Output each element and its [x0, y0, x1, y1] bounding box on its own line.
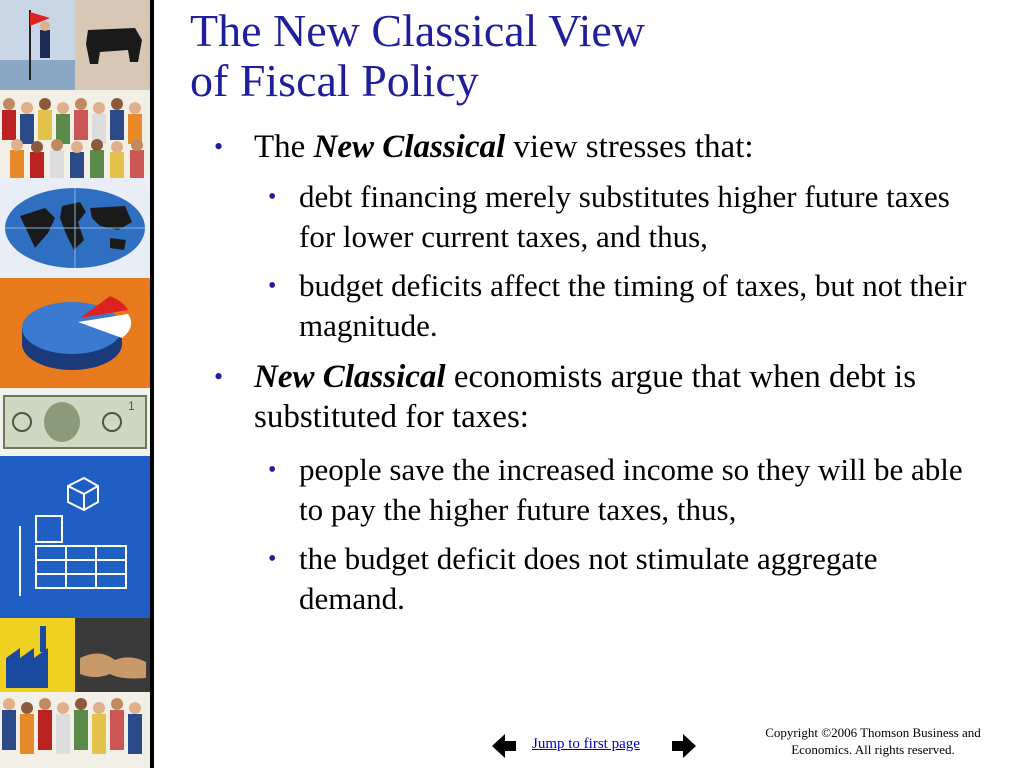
building-blocks-illustration: [0, 456, 150, 618]
bullet-dot-icon: •: [214, 362, 224, 391]
sub-bullet-text: budget deficits affect the timing of taxes, but not their magnitude.: [299, 268, 967, 343]
factory-handshake-icon: [0, 618, 150, 692]
dollar-bill-icon: [0, 388, 150, 456]
bullet-prefix: The: [254, 129, 314, 165]
crowd-illustration: [0, 90, 150, 178]
slide-title: [190, 6, 645, 106]
bullet-emphasis: New Classical: [313, 129, 506, 165]
crowd-icon: [0, 692, 150, 768]
pie-chart-icon: [0, 278, 150, 388]
copyright-line-1: Copyright ©2006 Thomson Business and: [765, 725, 981, 740]
decorative-side-strip: [0, 0, 150, 768]
title-line-1: The New Classical View: [190, 5, 645, 56]
sub-bullet-dot-icon: •: [268, 546, 277, 572]
crowd-illustration-bottom: [0, 692, 150, 768]
pie-chart-illustration: [0, 278, 150, 388]
bullet-suffix: view stresses that:: [505, 129, 754, 165]
divider-line: [150, 0, 154, 768]
flag-bull-illustration: [0, 0, 150, 90]
copyright-line-2: Economics. All rights reserved.: [791, 742, 955, 757]
bullet-dot-icon: •: [214, 132, 224, 161]
title-line-2: of Fiscal Policy: [190, 55, 479, 106]
dollar-bill-illustration: [0, 388, 150, 456]
svg-text:1: 1: [128, 399, 135, 413]
sub-bullet-text: the budget deficit does not stimulate aggregate demand.: [299, 541, 878, 616]
right-arrow-icon[interactable]: [670, 732, 698, 760]
sub-bullet-dot-icon: •: [268, 184, 277, 210]
slide-navigation: [490, 730, 700, 762]
bullet-emphasis: New Classical: [254, 359, 446, 395]
jump-to-first-page-link[interactable]: Jump to first page: [532, 736, 640, 752]
flag-bull-icon: [0, 0, 150, 90]
copyright-notice: [748, 724, 998, 758]
bullet-suffix: economists argue that when debt is substituted for taxes:: [254, 359, 917, 435]
bullet-text: [254, 127, 954, 167]
sub-bullet-dot-icon: •: [268, 273, 277, 299]
sub-bullet-text: debt financing merely substitutes higher future taxes for lower current taxes, and thus,: [299, 179, 950, 254]
world-map-illustration: [0, 178, 150, 278]
sub-bullet-text: people save the increased income so they will be able to pay the higher future taxes, thus,: [299, 452, 963, 527]
building-blocks-icon: [0, 456, 150, 618]
factory-handshake-illustration: [0, 618, 150, 692]
bullet-text: [254, 357, 954, 437]
sub-bullet-dot-icon: •: [268, 457, 277, 483]
left-arrow-icon[interactable]: [490, 732, 518, 760]
globe-icon: [0, 178, 150, 278]
crowd-icon: [0, 90, 150, 178]
